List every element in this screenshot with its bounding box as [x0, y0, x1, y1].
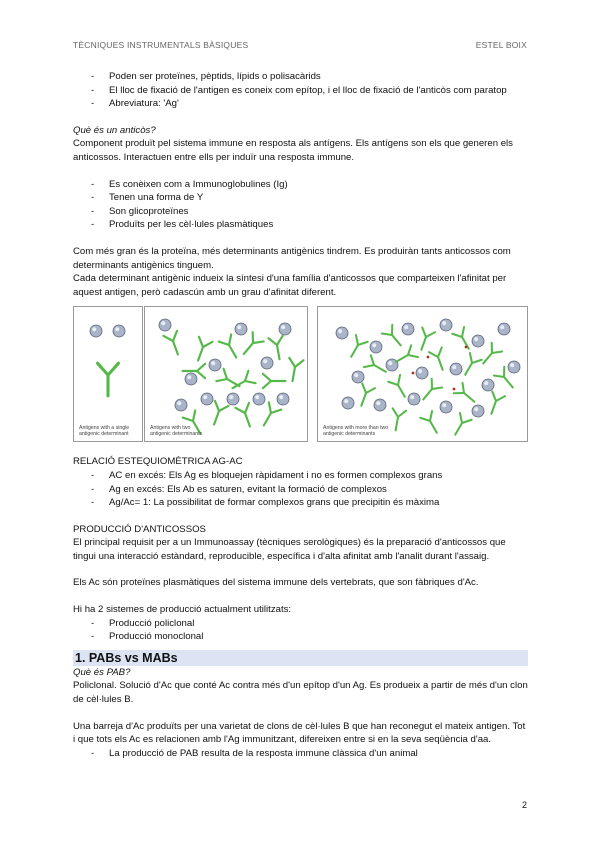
antigen-highlight: [418, 369, 422, 373]
antibody-arm: [367, 356, 377, 366]
antibody-arm: [429, 350, 438, 360]
production-paragraph-1: El principal requisit per a un Immunoassay (tècniques serològiques) és la preparació d'anticossos que tingui una interacció estàndard, reproducible, específica i d'alta afinitat amb l'analit durant l'assaig.: [73, 537, 506, 562]
pab-question: Què és PAB?: [73, 666, 131, 678]
antigen-highlight: [211, 361, 215, 365]
pab-list: [73, 747, 528, 761]
antibody-arm: [263, 374, 271, 381]
antibody-arm: [494, 371, 504, 381]
antigen-sphere: [90, 325, 102, 337]
antibody-arm: [496, 394, 505, 404]
antibody-y-shape: [388, 375, 410, 400]
determinants-paragraph-1: Com més gran és la proteïna, més determinants antigènics tindrem. Es produiràn tants anticossos com determinants antigènics tinguem.: [73, 245, 511, 271]
antigen-highlight: [388, 361, 392, 365]
antibody-stem: [392, 335, 401, 345]
figure-panel-multiple-determinants: [317, 306, 528, 442]
list-item: - Son glicoproteïnes: [73, 205, 528, 219]
binding-site-marker: [427, 356, 430, 359]
page-content: [73, 70, 528, 760]
list-item: - Ag en excés: Els Ab es saturen, evitant la formació de complexos: [73, 483, 528, 497]
antibody-arm: [183, 414, 193, 425]
antibody-arm: [405, 346, 415, 356]
antigen-sphere: [235, 323, 247, 335]
antibody-stem: [374, 365, 386, 372]
multiple-determinants-illustration: [318, 307, 527, 441]
antibody-arm: [487, 343, 497, 353]
antibody-arm: [420, 415, 430, 425]
binding-site-marker: [453, 388, 456, 391]
antibody-stem: [438, 357, 443, 370]
antibody-arm: [427, 379, 437, 389]
antibody-y-shape: [364, 356, 389, 378]
antigen-highlight: [177, 401, 181, 405]
antibody-y-shape: [216, 369, 243, 393]
production-paragraph-3: Hi ha 2 sistemes de producció actualment utilitzats:: [73, 604, 292, 616]
antibody-y-shape: [459, 353, 481, 378]
header-course-title: TÈCNIQUES INSTRUMENTALS BÀSIQUES: [73, 40, 249, 50]
antibody-arm: [382, 329, 392, 339]
antibody-arm: [492, 347, 502, 357]
antibody-arm: [253, 337, 264, 348]
antibody-arm: [219, 338, 229, 349]
antibody-arm: [462, 417, 472, 427]
antigen-sphere: [416, 367, 428, 379]
figure-panel-two-determinants: [144, 306, 308, 442]
antigen-highlight: [410, 395, 414, 399]
antibody-stem: [398, 385, 405, 397]
antibody-y-shape: [285, 358, 303, 383]
antibody-stem: [198, 347, 203, 361]
list-item: - Ag/Ac= 1: La possibilitat de formar complexos grans que precipitin és màxima: [73, 496, 528, 510]
antibody-stem: [277, 345, 280, 359]
antibody-y-shape: [429, 348, 449, 373]
antigen-highlight: [474, 337, 478, 341]
antibody-arm: [398, 410, 406, 419]
antigen-highlight: [452, 365, 456, 369]
antigen-highlight: [510, 363, 514, 367]
figure-caption: Antigens with a single antigenic determinant: [79, 425, 130, 438]
production-paragraph-2: Els Ac són proteïnes plasmàtiques del sistema immune dels vertebrats, que son fàbriques d'Ac.: [73, 577, 479, 589]
antibody-stem: [423, 389, 432, 399]
antigen-highlight: [92, 327, 96, 331]
antigen-highlight: [500, 325, 504, 329]
antibody-y-shape: [355, 384, 375, 409]
antibody-y-shape: [449, 413, 471, 438]
antibody-stem: [491, 401, 496, 414]
antibody-y-shape: [418, 379, 442, 404]
antigen-sphere: [159, 319, 171, 331]
list-item: - AC en excés: Els Ag es bloquejen ràpidament i no es formen complexos grans: [73, 469, 528, 483]
determinants-paragraph-2: Cada determinant antigènic indueix la síntesi d'una família d'anticossos que comparteixen l'afinitat per aquest antigen, però cadascún amb un grau d'afinitat diferent.: [73, 273, 507, 298]
antibody-y-shape: [258, 403, 282, 430]
antigen-highlight: [279, 395, 283, 399]
antigen-sphere: [482, 379, 494, 391]
antigen-highlight: [255, 395, 259, 399]
antibody-stem: [361, 393, 366, 406]
antibody-stem: [351, 345, 358, 357]
antigen-highlight: [229, 395, 233, 399]
antibody-question: Què és un anticòs?: [73, 124, 156, 136]
antigen-sphere: [440, 401, 452, 413]
antibody-arm: [472, 357, 482, 367]
antibody-arm: [452, 331, 462, 341]
antigen-properties-list: [73, 70, 528, 111]
antigen-sphere: [201, 393, 213, 405]
antibody-y-shape: [454, 383, 479, 407]
antigen-highlight: [115, 327, 119, 331]
antigen-highlight: [263, 359, 267, 363]
antibody-arm: [426, 330, 435, 340]
antibody-arm: [499, 367, 509, 377]
antibody-y-shape: [478, 343, 502, 368]
production-title: PRODUCCIÓ D'ANTICOSSOS: [73, 523, 206, 535]
antigen-highlight: [281, 325, 285, 329]
antibody-stem: [504, 377, 513, 387]
antigen-sphere: [261, 357, 273, 369]
antibody-arm: [197, 364, 205, 371]
antibody-arm: [271, 406, 281, 417]
antibody-y-shape: [207, 401, 228, 427]
binding-site-marker: [412, 372, 415, 375]
figure-panel-single-determinant: [73, 306, 143, 442]
antibody-stem: [455, 423, 462, 435]
antigen-highlight: [354, 373, 358, 377]
antigen-sphere: [472, 405, 484, 417]
antibody-arm: [203, 340, 213, 350]
antibody-y-shape: [485, 392, 505, 417]
antigen-sphere: [498, 323, 510, 335]
list-item: - Tenen una forma de Y: [73, 191, 528, 205]
antibody-stem: [173, 341, 178, 355]
antibody-arm: [358, 339, 368, 349]
antigen-highlight: [203, 395, 207, 399]
antigen-highlight: [237, 325, 241, 329]
antibody-arm: [108, 364, 118, 376]
antigen-highlight: [442, 321, 446, 325]
antibody-stem: [229, 345, 236, 357]
antibody-y-shape: [238, 332, 263, 358]
stoichiometry-title: RELACIÓ ESTEQUIOMÈTRICA AG-AC: [73, 456, 243, 468]
antigen-sphere: [408, 393, 420, 405]
antigen-sphere: [440, 319, 452, 331]
antibody-arm: [276, 336, 284, 345]
antibody-y-shape: [452, 327, 474, 352]
pab-definition: Policlonal. Solució d'Ac que conté Ac contra més d'un epítop d'un Ag. Es produeix a partir de més d'un clon de cèl·lules B.: [73, 680, 528, 706]
binding-site-marker: [465, 346, 468, 349]
figure-caption: Antigens with more than two antigenic determinants: [323, 425, 389, 438]
antibody-stem: [264, 413, 271, 425]
antigen-sphere: [508, 361, 520, 373]
antibody-arm: [197, 371, 205, 378]
antibody-stem: [292, 367, 295, 381]
antibody-stem: [464, 393, 474, 402]
antibody-y-shape: [345, 335, 367, 360]
antibody-arm: [247, 332, 258, 343]
antibody-arm: [220, 369, 231, 379]
antibody-arm: [432, 383, 442, 393]
antibody-arm: [219, 404, 229, 414]
header-author: ESTEL BOIX: [475, 40, 527, 50]
antibody-stem: [483, 353, 492, 363]
antigen-sphere: [175, 399, 187, 411]
pab-paragraph: Una barreja d'Ac produïts per una varietat de clons de cèl·lules B que han reconegut el mateix antigen. Tot i que tots els Ac es relacionen amb l'Ag immunitzant, difereixen entre si en la seva seqüència d'aa.: [73, 720, 526, 746]
antibody-y-shape: [415, 328, 435, 353]
antibody-y-shape: [235, 403, 256, 429]
antibody-arm: [263, 381, 271, 388]
list-item: - La producció de PAB resulta de la resposta immune clàssica d'un animal: [73, 747, 528, 761]
antigen-sphere: [279, 323, 291, 335]
antibody-definition: Component produït pel sistema immune en resposta als antígens. Els antígens son els que generen els anticossos. Interactuen entre ells per induïr una resposta immune.: [73, 138, 513, 163]
antigen-highlight: [484, 381, 488, 385]
antigen-sphere: [472, 335, 484, 347]
antigen-sphere: [277, 393, 289, 405]
section-heading: 1. PABs vs MABs: [73, 650, 528, 666]
antigen-sphere: [227, 393, 239, 405]
antigen-sphere: [450, 363, 462, 375]
antigen-antibody-figure: [73, 306, 528, 443]
antibody-y-shape: [219, 335, 243, 362]
antibody-y-shape: [263, 374, 286, 388]
antibody-arm: [269, 337, 277, 346]
antigen-sphere: [402, 323, 414, 335]
antibody-y-shape: [98, 364, 119, 397]
antibody-y-shape: [269, 336, 287, 361]
antibody-arm: [163, 334, 173, 344]
two-determinants-illustration: [145, 307, 307, 441]
page-number: 2: [521, 800, 527, 810]
list-item: - Producció monoclonal: [73, 630, 528, 644]
antibody-stem: [465, 363, 472, 375]
antigen-highlight: [338, 329, 342, 333]
antigen-highlight: [442, 403, 446, 407]
antibody-y-shape: [163, 331, 184, 357]
antigen-highlight: [161, 321, 165, 325]
antigen-highlight: [344, 399, 348, 403]
list-item: - Poden ser proteïnes, pèptids, lípids o polisacàrids: [73, 70, 528, 84]
antibody-arm: [241, 371, 252, 381]
antibody-stem: [244, 343, 253, 354]
antigen-highlight: [474, 407, 478, 411]
antibody-arm: [458, 383, 468, 393]
antibody-arm: [366, 386, 375, 396]
antigen-sphere: [374, 399, 386, 411]
antibody-stem: [421, 337, 426, 350]
antibody-properties-list: [73, 178, 528, 232]
antigen-sphere: [209, 359, 221, 371]
antigen-sphere: [185, 373, 197, 385]
antigen-sphere: [342, 397, 354, 409]
antibody-stem: [245, 413, 250, 427]
antibody-arm: [388, 379, 398, 389]
antigen-sphere: [113, 325, 125, 337]
antibody-arm: [235, 406, 245, 416]
antigen-highlight: [187, 375, 191, 379]
antibody-arm: [98, 364, 108, 376]
list-item: - Es conèixen com a Immunoglobulines (Ig): [73, 178, 528, 192]
production-systems-list: [73, 617, 528, 644]
list-item: - Produïts per les cèl·lules plasmàtiques: [73, 218, 528, 232]
antibody-stem: [396, 355, 408, 362]
antibody-stem: [430, 421, 437, 433]
antibody-stem: [214, 411, 219, 425]
figure-caption: Antigens with two antigenic determinants: [150, 425, 203, 438]
antigen-sphere: [336, 327, 348, 339]
antigen-highlight: [376, 401, 380, 405]
antibody-arm: [295, 359, 303, 368]
antigen-sphere: [352, 371, 364, 383]
antibody-stem: [396, 417, 398, 430]
antigen-sphere: [253, 393, 265, 405]
list-item: - Producció policlonal: [73, 617, 528, 631]
antibody-arm: [387, 325, 397, 335]
list-item: - Abreviatura: 'Ag': [73, 97, 528, 111]
antigen-highlight: [372, 343, 376, 347]
antibody-arm: [454, 388, 464, 398]
antigen-highlight: [404, 325, 408, 329]
single-determinant-illustration: [74, 307, 142, 441]
antigen-sphere: [370, 341, 382, 353]
stoichiometry-list: [73, 469, 528, 510]
antibody-y-shape: [191, 337, 212, 363]
antibody-y-shape: [420, 411, 442, 436]
list-item: - El lloc de fixació de l'antigen es coneix com epítop, i el lloc de fixació de l'anticòs com paratop: [73, 84, 528, 98]
